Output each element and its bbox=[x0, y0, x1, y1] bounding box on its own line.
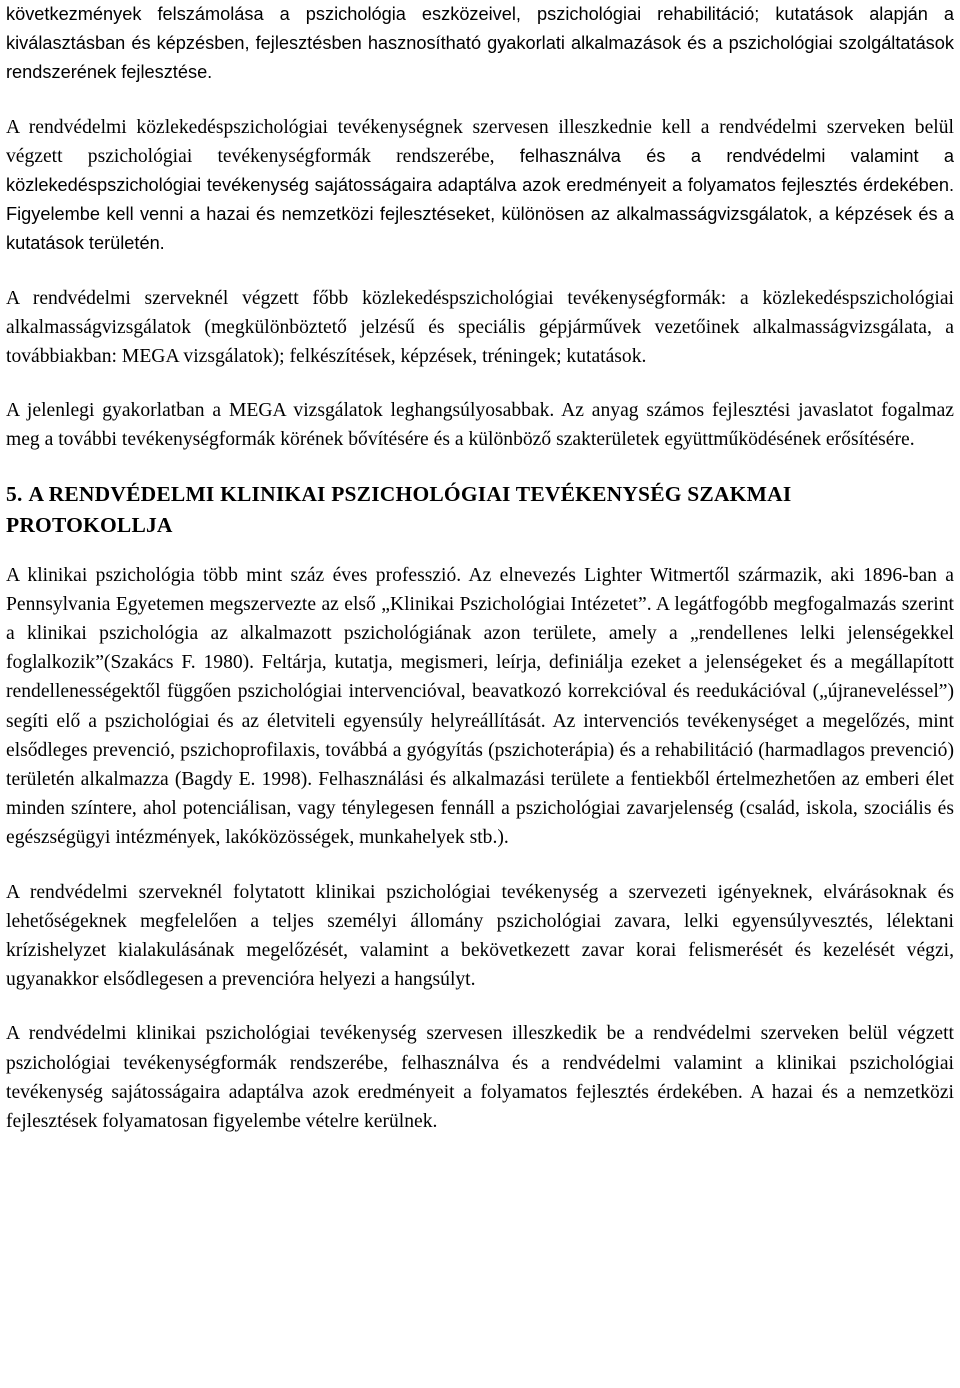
paragraph-intro-continuation: következmények felszámolása a pszichológia eszközeivel, pszichológiai rehabilitáció; kutatások alapján a kiválasztásban és képzésben, fejlesztésben hasznosítható gyakorlati alkalmazások és a pszichológiai szolgáltatások rendszerének fejlesztése. bbox=[6, 4, 954, 83]
section-heading bbox=[6, 479, 954, 541]
paragraph-part-sans: felhasználva és a rendvédelmi valamint a közlekedéspszichológiai tevékenység sajátosságaira adaptálva azok eredményeit a folyamatos fejlesztés érdekében. Figyelembe kell venni a hazai és nemzetközi fejlesztéseket, különösen az alkalmasságvizsgálatok, a képzések és a kutatások területén. bbox=[6, 145, 954, 254]
paragraph-clinical-psychology-definition: A klinikai pszichológia több mint száz éves professzió. Az elnevezés Lighter Witmertől származik, aki 1896-ban a Pennsylvania Egyetemen megszervezte az első „Klinikai Pszichológiai Intézetet”. A legátfogóbb megfogalmazás szerint a klinikai pszichológia az alkalmazott pszichológiának azon területe, amely a „rendellenes lelki jelenségekkel foglalkozik”(Szakács F. 1980). Feltárja, kutatja, megismeri, leírja, definiálja ezeket a jelenségeket és a megállapított rendellenességektől függően pszichológiai intervencióval, beavatkozó korrekcióval és reedukációval („újraneveléssel”) segíti elő a pszichológiai és az életviteli egyensúly helyreállítását. Az intervenciós tevékenységet a megelőzés, mint elsődleges prevenció, pszichoprofilaxis, továbbá a gyógyítás (pszichoterápia) és a rehabilitáció (harmadlagos prevenció) területén alkalmazza (Bagdy E. 1998). Felhasználási és alkalmazási területe a fentiekből értelmezhetően az emberi élet minden színtere, ahol potenciálisan, vagy ténylegesen fennáll a pszichológiai zavarjelenség (család, iskola, szociális és egészségügyi intézmények, lakóközösségek, munkahelyek stb.). bbox=[6, 564, 954, 849]
paragraph-clinical-activity-scope: A rendvédelmi szerveknél folytatott klinikai pszichológiai tevékenység a szervezeti igényeknek, elvárásoknak és lehetőségeknek megfelelően a teljes személyi állomány pszichológiai zavara, lelki egyensúlyvesztés, lélektani krízishelyzet kialakulásának megelőzését, valamint a bekövetkezett zavar korai felismerését és kezelését végzi, ugyanakkor elsődlegesen a prevencióra helyezi a hangsúlyt. bbox=[6, 881, 954, 991]
section-number: 5. bbox=[6, 481, 23, 506]
paragraph-clinical-activity-integration: A rendvédelmi klinikai pszichológiai tevékenység szervesen illeszkedik be a rendvédelmi szerveken belül végzett pszichológiai tevékenységformák rendszerébe, felhasználva és a rendvédelmi valamint a klinikai pszichológiai tevékenység sajátosságaira adaptálva azok eredményeit a folyamatos fejlesztés érdekében. A hazai és a nemzetközi fejlesztések folyamatosan figyelembe vételre kerülnek. bbox=[6, 1023, 954, 1133]
section-title: A RENDVÉDELMI KLINIKAI PSZICHOLÓGIAI TEVÉKENYSÉG SZAKMAI PROTOKOLLJA bbox=[6, 481, 792, 537]
paragraph-part-serif: A rendvédelmi közlekedéspszichológiai tevékenységnek szervesen illeszkednie kell a rendvédelmi szerveken belül végzett pszichológiai tevékenységformák rendszerébe, bbox=[6, 116, 954, 167]
paragraph-traffic-psychology-integration bbox=[6, 113, 954, 259]
paragraph-current-practice: A jelenlegi gyakorlatban a MEGA vizsgálatok leghangsúlyosabbak. Az anyag számos fejlesztési javaslatot fogalmaz meg a további tevékenységformák körének bővítésére és a különböző szakterületek együttműködésének erősítésére. bbox=[6, 400, 954, 451]
paragraph-main-activity-forms: A rendvédelmi szerveknél végzett főbb közlekedéspszichológiai tevékenységformák: a közlekedéspszichológiai alkalmasságvizsgálatok (megkülönböztető jelzésű és speciális gépjárművek vezetőinek alkalmasságvizsgálata, a továbbiakban: MEGA vizsgálatok); felkészítések, képzések, tréningek; kutatások. bbox=[6, 287, 954, 368]
